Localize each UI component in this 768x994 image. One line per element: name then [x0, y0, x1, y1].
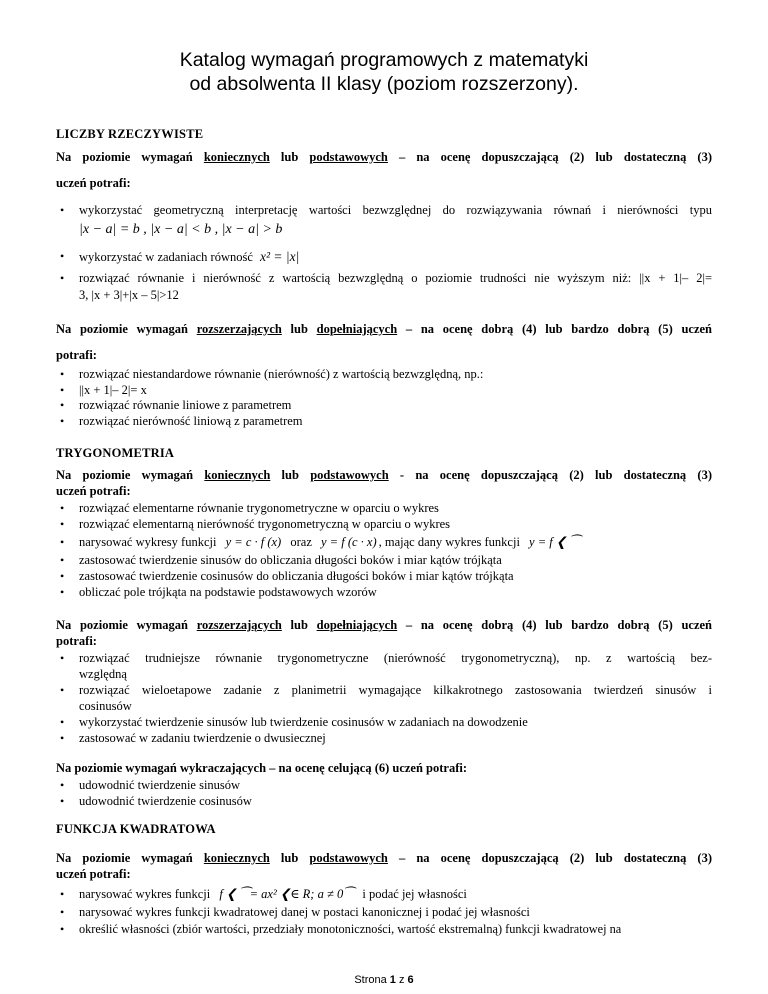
list-item-continuation: cosinusów — [79, 699, 132, 713]
list-item: • zastosować twierdzenie cosinusów do obliczania długości boków i miar kątów trójkąta — [56, 568, 712, 584]
list-item: • rozwiązać trudniejsze równanie trygonometryczne (nierówność trygonometryczną), np. z wartością bez- — [56, 650, 712, 666]
list-item: • rozwiązać nierówność liniową z parametrem — [56, 414, 712, 430]
section-heading-kwadratowa: FUNKCJA KWADRATOWA — [56, 822, 216, 836]
list-item: • rozwiązać równanie i nierówność z wartością bezwzględną o poziomie trudności nie wyższym niż: ||x + 1|– 2|= — [56, 270, 712, 287]
list-item-continuation: 3, |x + 3|+|x – 5|>12 — [79, 288, 179, 302]
list-item: • wykorzystać twierdzenie sinusów lub twierdzenie cosinusów w zadaniach na dowodzenie — [56, 714, 712, 730]
tryg-basic-list — [56, 500, 712, 600]
current-page-number: 1 — [389, 974, 396, 986]
list-item: • zastosować w zadaniu twierdzenie o dwusiecznej — [56, 730, 712, 746]
list-item: • ||x + 1|– 2|= x — [56, 383, 712, 399]
liczby-basic-list — [56, 201, 712, 239]
liczby-basic-header: Na poziomie wymagań koniecznych lub podstawowych – na ocenę dopuszczającą (2) lub dostateczną (3) — [56, 150, 712, 164]
list-item: • rozwiązać wieloetapowe zadanie z planimetrii wymagające kilkakrotnego zastosowania twierdzeń sinusów i — [56, 682, 712, 698]
list-item-continuation: |x − a| = b , |x − a| < b , |x − a| > b — [79, 222, 283, 237]
total-pages: 6 — [407, 974, 414, 986]
list-item: • narysować wykres funkcji f ❮ ⁀= ax² ❮∈ R; a ≠ 0⁀ i podać jej własności — [56, 884, 712, 904]
list-item: • narysować wykres funkcji kwadratowej danej w postaci kanonicznej i podać jej własności — [56, 904, 712, 921]
document-title-line-1: Katalog wymagań programowych z matematyki — [179, 49, 589, 71]
tryg-basic-header: Na poziomie wymagań koniecznych lub podstawowych - na ocenę dopuszczającą (2) lub dostateczną (3) — [56, 468, 712, 482]
list-item: • rozwiązać równanie liniowe z parametrem — [56, 398, 712, 414]
list-item: • wykorzystać w zadaniach równość x² = |x| — [56, 247, 712, 267]
list-item: • rozwiązać niestandardowe równanie (nierówność) z wartością bezwzględną, np.: — [56, 367, 712, 383]
list-item: • udowodnić twierdzenie cosinusów — [56, 793, 712, 809]
liczby-ext-header-line2: potrafi: — [56, 348, 97, 362]
section-heading-trygonometria: TRYGONOMETRIA — [56, 446, 175, 460]
list-item: • zastosować twierdzenie sinusów do obliczania długości boków i miar kątów trójkąta — [56, 552, 712, 568]
list-item: • wykorzystać geometryczną interpretację wartości bezwzględnej do rozwiązywania równań i nierówności typu — [56, 201, 712, 220]
liczby-ext-header: Na poziomie wymagań rozszerzających lub dopełniających – na ocenę dobrą (4) lub bardzo dobrą (5) uczeń — [56, 322, 712, 336]
list-item-continuation: względną — [79, 667, 127, 681]
list-item: • obliczać pole trójkąta na podstawie podstawowych wzorów — [56, 584, 712, 600]
tryg-top-header: Na poziomie wymagań wykraczających – na ocenę celującą (6) uczeń potrafi: — [56, 761, 468, 775]
liczby-basic-list-2 — [56, 247, 712, 267]
kwadr-basic-list — [56, 884, 712, 938]
tryg-ext-header-line2: potrafi: — [56, 634, 97, 648]
page-footer: Strona 1 z 6 — [354, 974, 414, 986]
list-item: • narysować wykresy funkcji y = c · f (x) oraz y = f (c · x) , mając dany wykres funkcji y = f ❮ ⁀ — [56, 532, 712, 552]
liczby-basic-list-3 — [56, 270, 712, 304]
section-heading-liczby: LICZBY RZECZYWISTE — [56, 127, 204, 141]
tryg-ext-header: Na poziomie wymagań rozszerzających lub dopełniających – na ocenę dobrą (4) lub bardzo dobrą (5) uczeń — [56, 618, 712, 632]
tryg-top-list — [56, 777, 712, 809]
list-item: • określić własności (zbiór wartości, przedziały monotoniczności, wartość ekstremalną) funkcji kwadratowej na — [56, 921, 712, 938]
kwadr-basic-header: Na poziomie wymagań koniecznych lub podstawowych – na ocenę dopuszczającą (2) lub dostateczną (3) — [56, 851, 712, 865]
list-item: • rozwiązać elementarne równanie trygonometryczne w oparciu o wykres — [56, 500, 712, 516]
document-title-line-2: od absolwenta II klasy (poziom rozszerzony). — [189, 73, 579, 95]
liczby-ext-list — [56, 367, 712, 429]
kwadr-basic-header-line2: uczeń potrafi: — [56, 867, 131, 881]
liczby-basic-header-line2: uczeń potrafi: — [56, 176, 131, 190]
list-item: • rozwiązać elementarną nierówność trygonometryczną w oparciu o wykres — [56, 516, 712, 532]
tryg-basic-header-line2: uczeń potrafi: — [56, 484, 131, 498]
list-item: • udowodnić twierdzenie sinusów — [56, 777, 712, 793]
tryg-ext-list — [56, 650, 712, 746]
